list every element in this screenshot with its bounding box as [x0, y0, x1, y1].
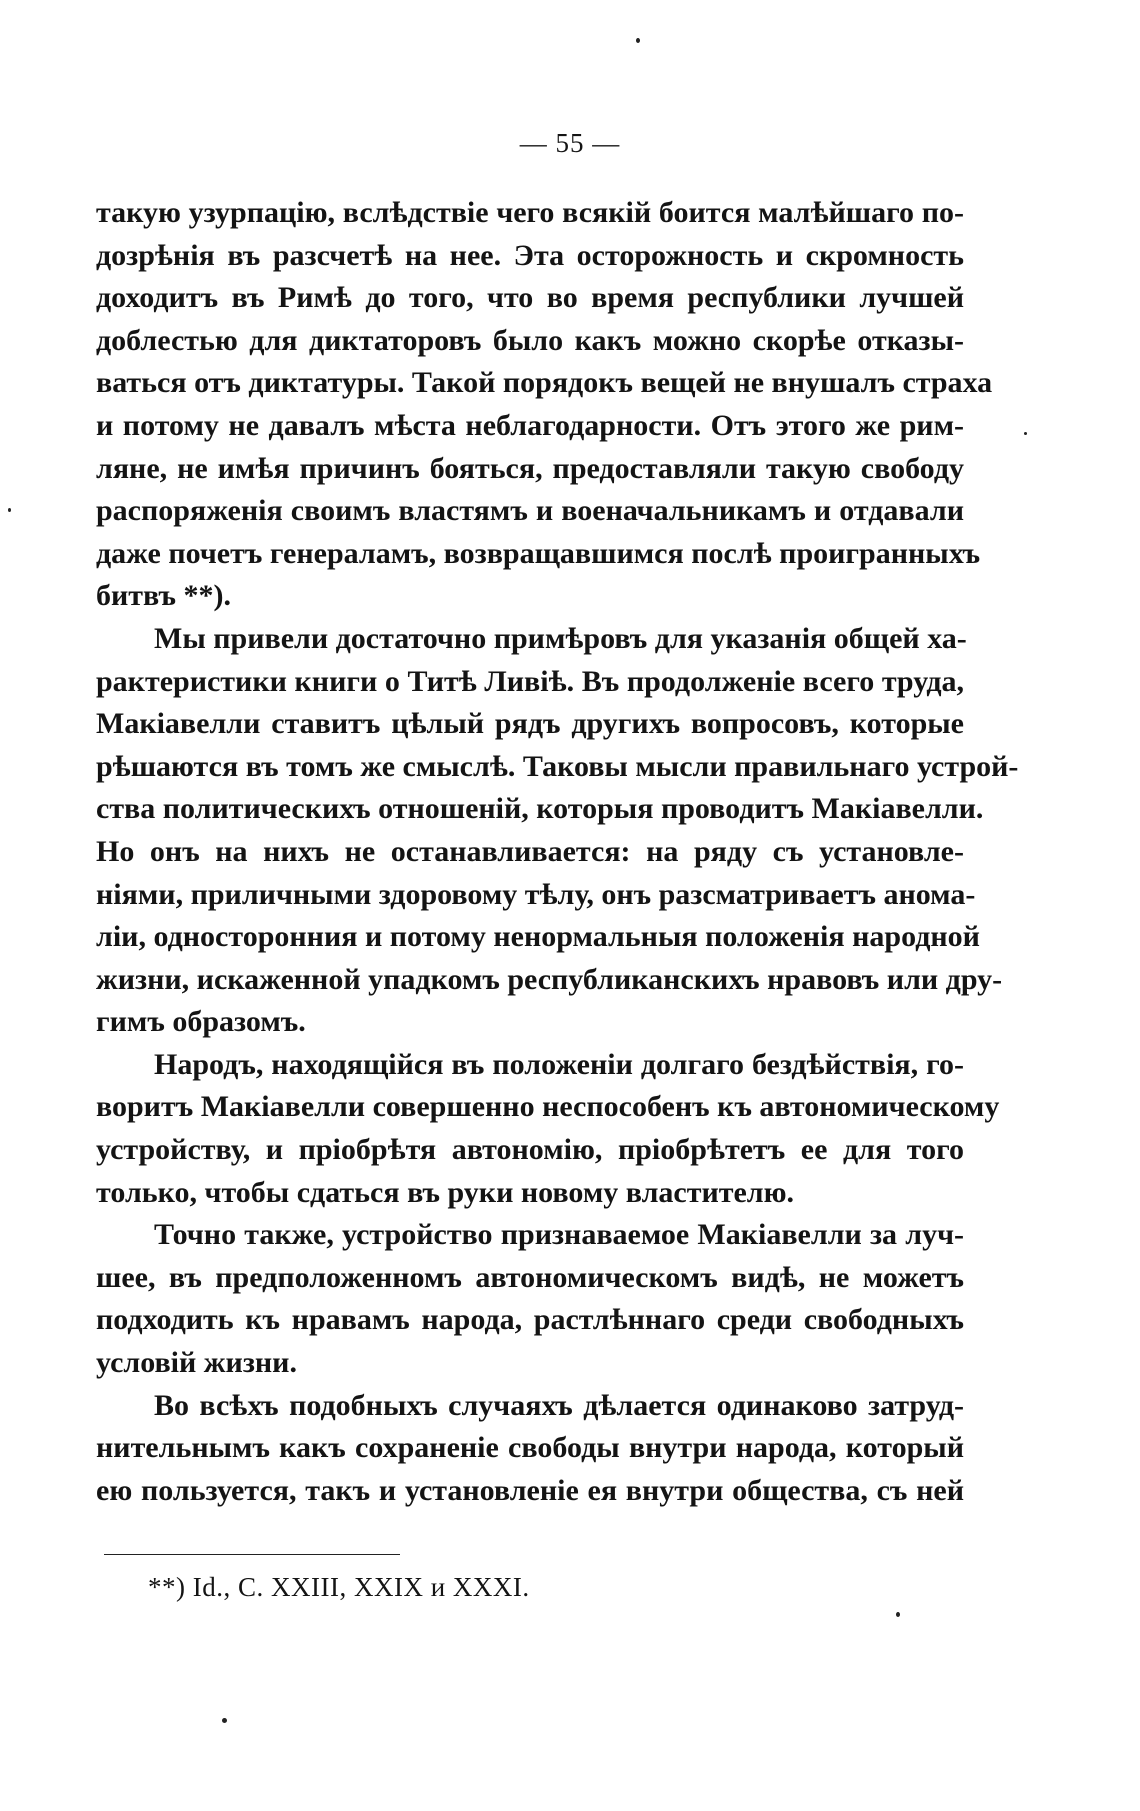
- page-number: — 55 —: [519, 128, 621, 158]
- text-line: воритъ Макіавелли совершенно неспособенъ къ автономическому: [96, 1090, 1000, 1124]
- paragraph: [96, 618, 1019, 1044]
- paragraph: [96, 192, 993, 618]
- text-line: Народъ, находящійся въ положеніи долгаго бездѣйствія, го-: [154, 1047, 964, 1081]
- text-line: Во всѣхъ подобныхъ случаяхъ дѣлается одинаково затруд-: [154, 1388, 964, 1422]
- text-line: шее, въ предположенномъ автономическомъ видѣ, не можетъ: [96, 1260, 964, 1294]
- text-line: даже почетъ генераламъ, возвращавшимся послѣ проигранныхъ: [96, 536, 981, 570]
- text-line: и потому не давалъ мѣста неблагодарности. Отъ этого же рим-: [96, 408, 964, 442]
- scan-speck: [1024, 432, 1027, 435]
- text-line: ваться отъ диктатуры. Такой порядокъ вещей не внушалъ страха: [96, 366, 993, 400]
- text-line: ства политическихъ отношеній, которыя проводитъ Макіавелли.: [96, 792, 984, 826]
- footnote-divider: [104, 1554, 400, 1555]
- text-line: жизни, искаженной упадкомъ республиканскихъ нравовъ или дру-: [96, 962, 1003, 996]
- paragraph: [96, 1044, 1000, 1214]
- paragraph: [96, 1385, 964, 1513]
- text-line: условій жизни.: [96, 1346, 297, 1380]
- text-line: подходить къ нравамъ народа, растлѣннаго среди свободныхъ: [96, 1303, 964, 1337]
- scan-speck: [222, 1718, 227, 1723]
- footnote: **) Id., C. XXIII, XXIX и XXXI.: [148, 1572, 530, 1602]
- text-line: доблестью для диктаторовъ было какъ можно скорѣе отказы-: [96, 323, 964, 357]
- text-line: нительнымъ какъ сохраненіе свободы внутри народа, который: [96, 1431, 964, 1465]
- body-text: [96, 192, 1019, 1512]
- text-line: такую узурпацію, вслѣдствіе чего всякій боится малѣйшаго по-: [96, 196, 964, 229]
- paragraph: [96, 1214, 964, 1384]
- text-line: гимъ образомъ.: [96, 1005, 306, 1039]
- text-line: ляне, не имѣя причинъ бояться, предоставляли такую свободу: [96, 451, 964, 485]
- text-line: распоряженія своимъ властямъ и военачальникамъ и отдавали: [96, 494, 964, 528]
- text-line: рѣшаются въ томъ же смыслѣ. Таковы мысли правильнаго устрой-: [96, 749, 1019, 783]
- text-line: устройству, и пріобрѣтя автономію, пріобрѣтетъ ее для того: [96, 1133, 964, 1167]
- text-line: ніями, приличными здоровому тѣлу, онъ разсматриваетъ анома-: [96, 877, 976, 911]
- scan-speck: [636, 38, 640, 43]
- text-line: ею пользуется, такъ и установленіе ея внутри общества, съ ней: [96, 1473, 964, 1507]
- text-line: только, чтобы сдаться въ руки новому властителю.: [96, 1175, 795, 1209]
- text-line: рактеристики книги о Титѣ Ливіѣ. Въ продолженіе всего труда,: [96, 664, 964, 698]
- text-line: Но онъ на нихъ не останавливается: на ряду съ установле-: [96, 834, 964, 868]
- text-line: доходитъ въ Римѣ до того, что во время республики лучшей: [96, 281, 964, 315]
- scan-speck: [896, 1612, 900, 1617]
- text-line: битвъ **).: [96, 579, 231, 613]
- text-line: Мы привели достаточно примѣровъ для указанія общей ха-: [154, 621, 967, 655]
- scan-speck: [8, 508, 11, 512]
- text-line: Точно также, устройство признаваемое Макіавелли за луч-: [154, 1218, 964, 1252]
- text-line: дозрѣнія въ разсчетѣ на нее. Эта осторожность и скромность: [96, 238, 964, 272]
- text-line: ліи, односторонния и потому ненормальныя положенія народной: [96, 920, 980, 954]
- text-line: Макіавелли ставитъ цѣлый рядъ другихъ вопросовъ, которые: [96, 707, 964, 741]
